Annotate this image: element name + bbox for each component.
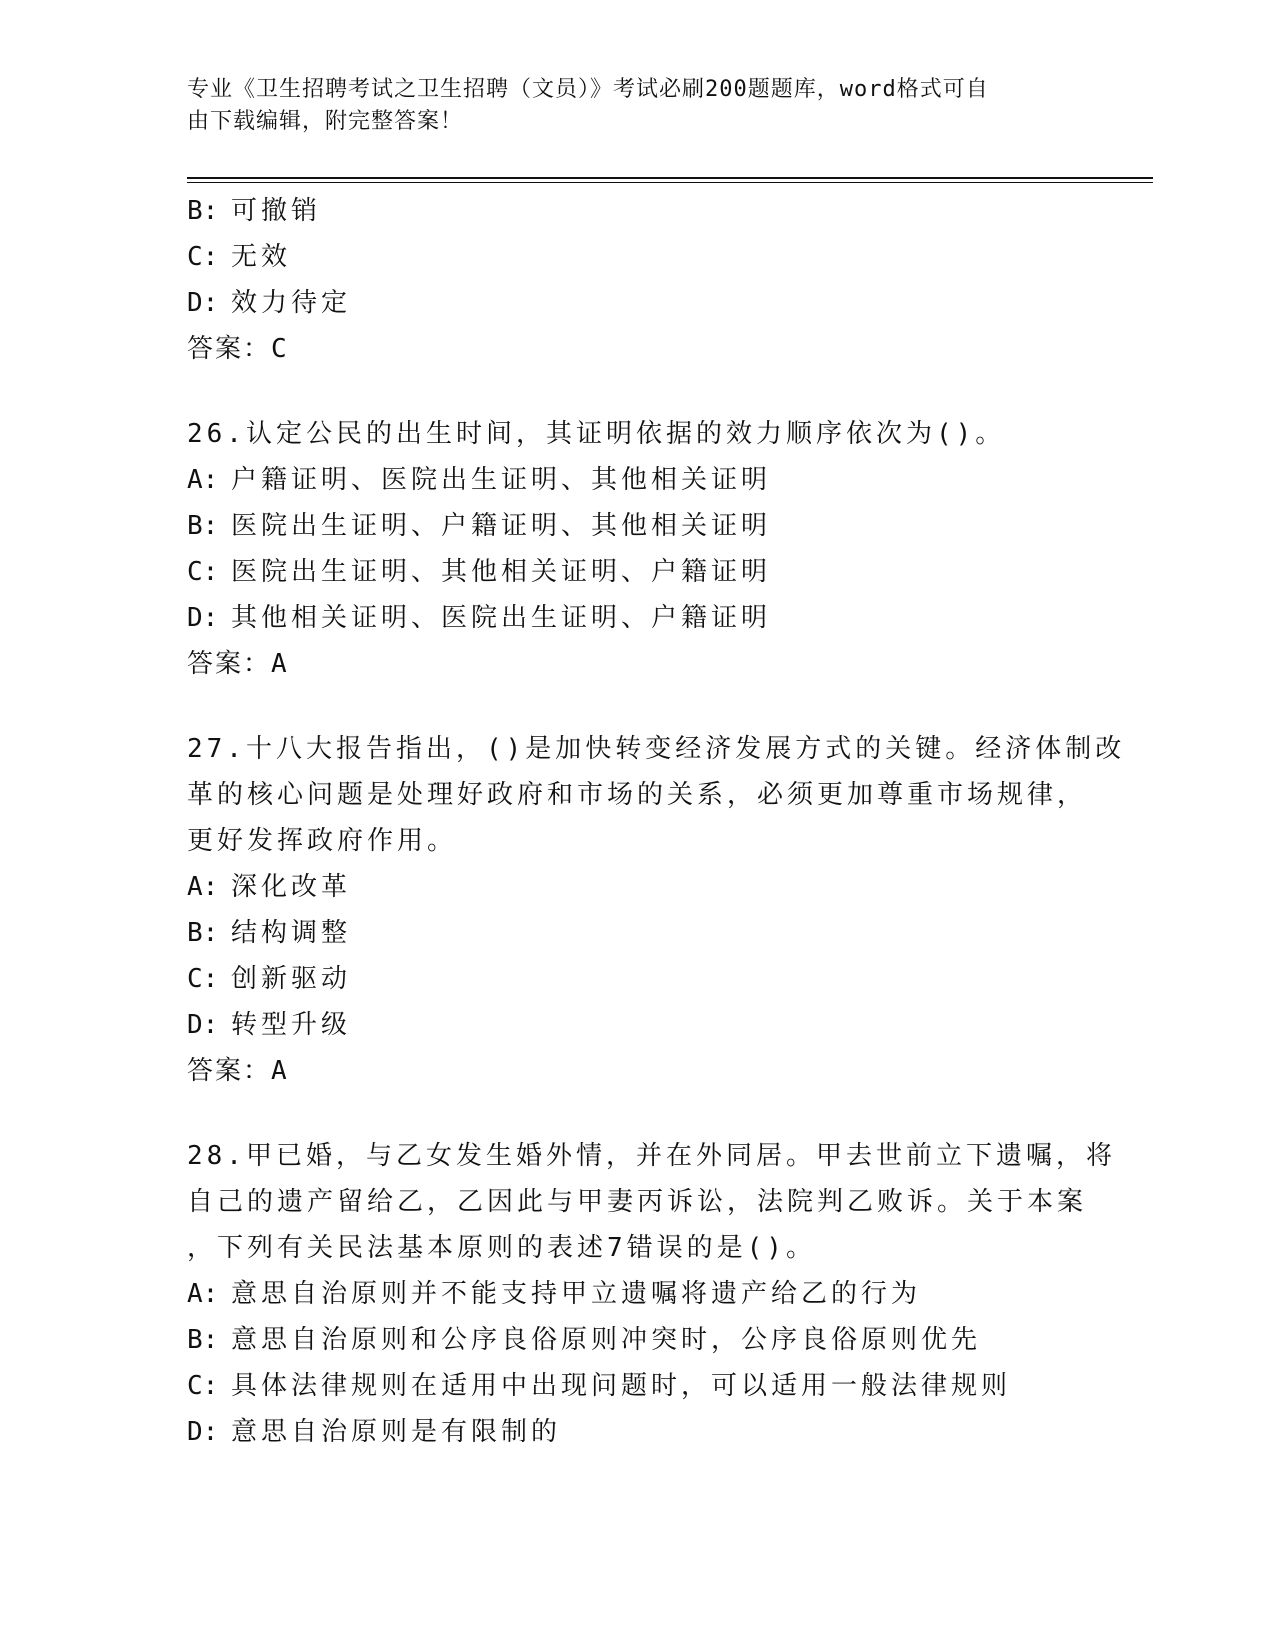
question-block-27 bbox=[187, 726, 1126, 1094]
option-b: B: 意思自治原则和公序良俗原则冲突时，公序良俗原则优先 bbox=[187, 1325, 982, 1355]
document-header bbox=[187, 74, 1067, 138]
option-c: C: 创新驱动 bbox=[187, 964, 352, 994]
option-d: D: 意思自治原则是有限制的 bbox=[187, 1417, 562, 1447]
header-line-2: 由下载编辑，附完整答案！ bbox=[187, 109, 464, 134]
question-stem: 28.甲已婚，与乙女发生婚外情，并在外同居。甲去世前立下遗嘱，将 自己的遗产留给乙，乙因此与甲妻丙诉讼，法院判乙败诉。关于本案 ，下列有关民法基本原则的表述7错误的是()。 bbox=[187, 1141, 1116, 1263]
option-d: D: 其他相关证明、医院出生证明、户籍证明 bbox=[187, 603, 772, 633]
option-a: A: 意思自治原则并不能支持甲立遗嘱将遗产给乙的行为 bbox=[187, 1279, 922, 1309]
header-line-1: 专业《卫生招聘考试之卫生招聘（文员）》考试必刷200题题库，word格式可自 bbox=[187, 77, 989, 102]
option-b: B: 可撤销 bbox=[187, 196, 322, 226]
option-c: C: 无效 bbox=[187, 242, 292, 272]
option-a: A: 深化改革 bbox=[187, 872, 352, 902]
question-stem: 26.认定公民的出生时间，其证明依据的效力顺序依次为()。 bbox=[187, 419, 1006, 449]
header-divider-thin bbox=[187, 182, 1153, 183]
question-stem: 27.十八大报告指出，()是加快转变经济发展方式的关键。经济体制改 革的核心问题是处理好政府和市场的关系，必须更加尊重市场规律， 更好发挥政府作用。 bbox=[187, 734, 1126, 856]
question-block-28 bbox=[187, 1133, 1116, 1455]
answer-line: 答案：C bbox=[187, 334, 289, 364]
option-c: C: 医院出生证明、其他相关证明、户籍证明 bbox=[187, 557, 772, 587]
option-d: D: 转型升级 bbox=[187, 1010, 352, 1040]
option-b: B: 医院出生证明、户籍证明、其他相关证明 bbox=[187, 511, 772, 541]
option-b: B: 结构调整 bbox=[187, 918, 352, 948]
option-a: A: 户籍证明、医院出生证明、其他相关证明 bbox=[187, 465, 772, 495]
option-d: D: 效力待定 bbox=[187, 288, 352, 318]
answer-line: 答案：A bbox=[187, 1056, 289, 1086]
option-c: C: 具体法律规则在适用中出现问题时，可以适用一般法律规则 bbox=[187, 1371, 1012, 1401]
question-block-25 bbox=[187, 188, 1087, 372]
header-divider bbox=[187, 177, 1153, 179]
question-block-26 bbox=[187, 411, 1087, 687]
answer-line: 答案：A bbox=[187, 649, 289, 679]
question-list bbox=[187, 188, 1126, 1455]
